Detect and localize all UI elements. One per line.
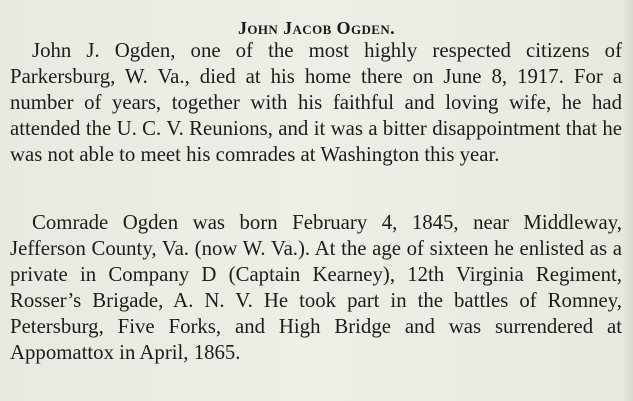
paragraph-1: John J. Ogden, one of the most highly respected citizens of Parkersburg, W. Va., died at his home there on June 8, 1917. For a number of years, together with his faithful and loving wife, he had attended the U. C. V. Reunions, and it was a bitter disappointment that he was not able to meet his comrades at Washington this year. [10, 39, 622, 166]
paragraph-2: Comrade Ogden was born February 4, 1845, near Middleway, Jefferson County, Va. (now W. Va.). At the age of sixteen he enlisted as a private in Company D (Captain Kearney), 12th Virginia Regiment, Rosser’s Brigade, A. N. V. He took part in the battles of Romney, Petersburg, Five Forks, and High Bridge and was surrendered at Appomattox in April, 1865. [10, 211, 622, 364]
page-edge [623, 0, 633, 401]
article-title: John Jacob Ogden. [237, 18, 396, 39]
